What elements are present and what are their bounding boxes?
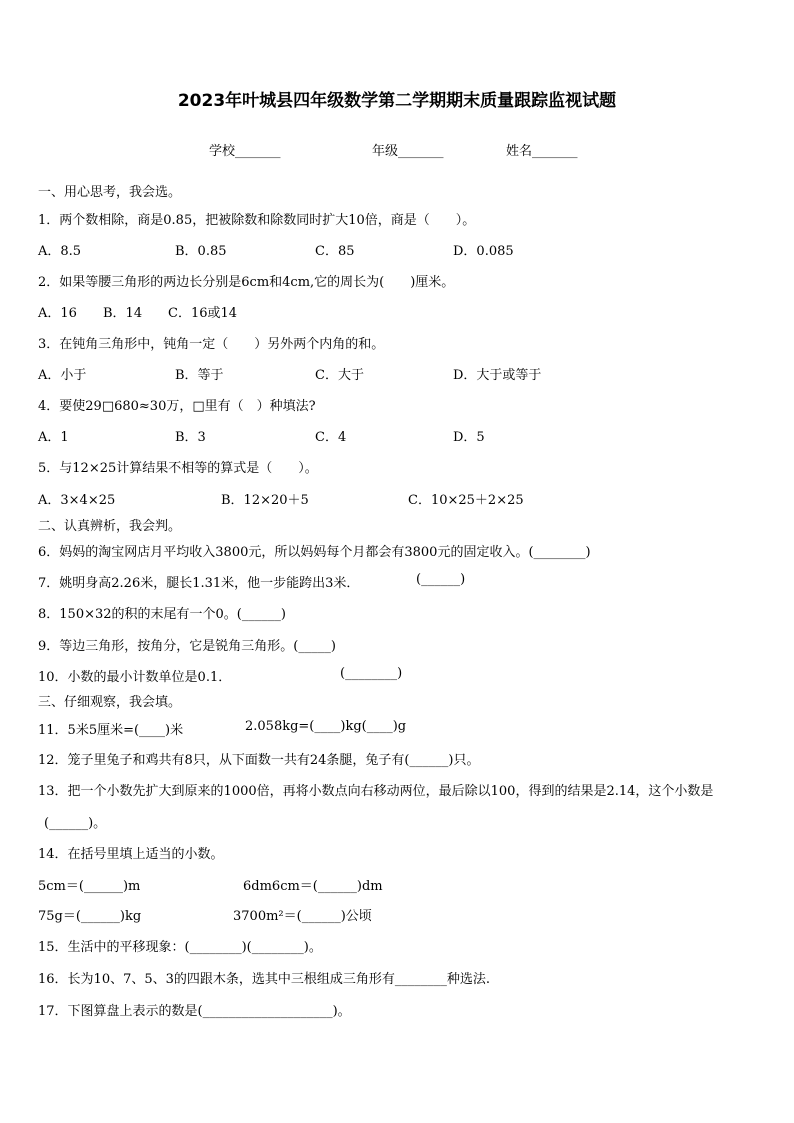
q1-option-c: C．85 bbox=[315, 244, 355, 259]
question-1: 1．两个数相除，商是0.85，把被除数和除数同时扩大10倍，商是（ ）。 bbox=[38, 213, 476, 228]
section-2-heading: 二、认真辨析，我会判。 bbox=[38, 519, 182, 534]
q1-option-d: D．0.085 bbox=[453, 244, 514, 259]
q5-option-b: B．12×20＋5 bbox=[221, 493, 309, 508]
question-13-answer-blank: (______)。 bbox=[44, 816, 107, 831]
question-11-part-2: 2.058kg=(____)kg(____)g bbox=[245, 719, 407, 734]
question-14-row-1-a: 5cm＝(______)m bbox=[38, 879, 141, 894]
question-4: 4．要使29□680≈30万，□里有（ ）种填法? bbox=[38, 399, 316, 414]
question-14-row-1-b: 6dm6cm＝(______)dm bbox=[243, 879, 383, 894]
q4-option-b: B．3 bbox=[175, 430, 206, 445]
q5-option-a: A．3×4×25 bbox=[38, 493, 116, 508]
question-10: 10．小数的最小计数单位是0.1． bbox=[38, 670, 232, 685]
q4-option-d: D．5 bbox=[453, 430, 485, 445]
question-14-row-2-b: 3700m²＝(______)公顷 bbox=[233, 909, 372, 924]
question-12: 12．笼子里兔子和鸡共有8只，从下面数一共有24条腿，兔子有(______)只。 bbox=[38, 753, 480, 768]
question-10-answer-blank: (________) bbox=[340, 666, 403, 681]
q3-option-b: B．等于 bbox=[175, 368, 224, 383]
question-7-answer-blank: (______) bbox=[416, 572, 466, 587]
question-9: 9．等边三角形，按角分，它是锐角三角形。(_____) bbox=[38, 639, 336, 654]
q2-option-b: B．14 bbox=[103, 306, 143, 321]
q3-option-d: D．大于或等于 bbox=[453, 368, 542, 383]
q4-option-a: A．1 bbox=[38, 430, 69, 445]
school-field: 学校_______ bbox=[209, 144, 281, 159]
q3-option-c: C．大于 bbox=[315, 368, 364, 383]
question-6: 6．妈妈的淘宝网店月平均收入3800元，所以妈妈每个月都会有3800元的固定收入。(________) bbox=[38, 545, 591, 560]
question-7: 7．姚明身高2.26米，腿长1.31米，他一步能跨出3米． bbox=[38, 576, 360, 591]
q2-option-a: A．16 bbox=[38, 306, 77, 321]
exam-title: 2023年叶城县四年级数学第二学期期末质量跟踪监视试题 bbox=[177, 91, 617, 111]
question-11-part-1: 11．5米5厘米=(____)米 bbox=[38, 723, 184, 738]
q3-option-a: A．小于 bbox=[38, 368, 87, 383]
question-13: 13．把一个小数先扩大到原来的1000倍，再将小数点向右移动两位，最后除以100，得到的结果是2.14，这个小数是 bbox=[38, 784, 714, 799]
name-field: 姓名_______ bbox=[506, 144, 578, 159]
section-1-heading: 一、用心思考，我会选。 bbox=[38, 185, 182, 200]
question-2: 2．如果等腰三角形的两边长分别是6cm和4cm,它的周长为( )厘米。 bbox=[38, 275, 455, 290]
question-5: 5．与12×25计算结果不相等的算式是（ ）。 bbox=[38, 461, 318, 476]
q1-option-b: B．0.85 bbox=[175, 244, 227, 259]
q1-option-a: A．8.5 bbox=[38, 244, 82, 259]
q5-option-c: C．10×25＋2×25 bbox=[408, 493, 524, 508]
q4-option-c: C．4 bbox=[315, 430, 347, 445]
question-16: 16．长为10、7、5、3的四跟木条，选其中三根组成三角形有________种选法. bbox=[38, 972, 491, 987]
question-14-row-2-a: 75g＝(______)kg bbox=[38, 909, 142, 924]
question-17: 17．下图算盘上表示的数是(____________________)。 bbox=[38, 1004, 351, 1019]
section-3-heading: 三、仔细观察，我会填。 bbox=[38, 695, 182, 710]
question-3: 3．在钝角三角形中，钝角一定（ ）另外两个内角的和。 bbox=[38, 337, 385, 352]
grade-field: 年级_______ bbox=[372, 144, 444, 159]
question-8: 8．150×32的积的末尾有一个0。(______) bbox=[38, 607, 286, 622]
q2-option-c: C．16或14 bbox=[168, 306, 238, 321]
question-15: 15．生活中的平移现象：(________)(________)。 bbox=[38, 940, 322, 955]
question-14: 14．在括号里填上适当的小数。 bbox=[38, 847, 224, 862]
